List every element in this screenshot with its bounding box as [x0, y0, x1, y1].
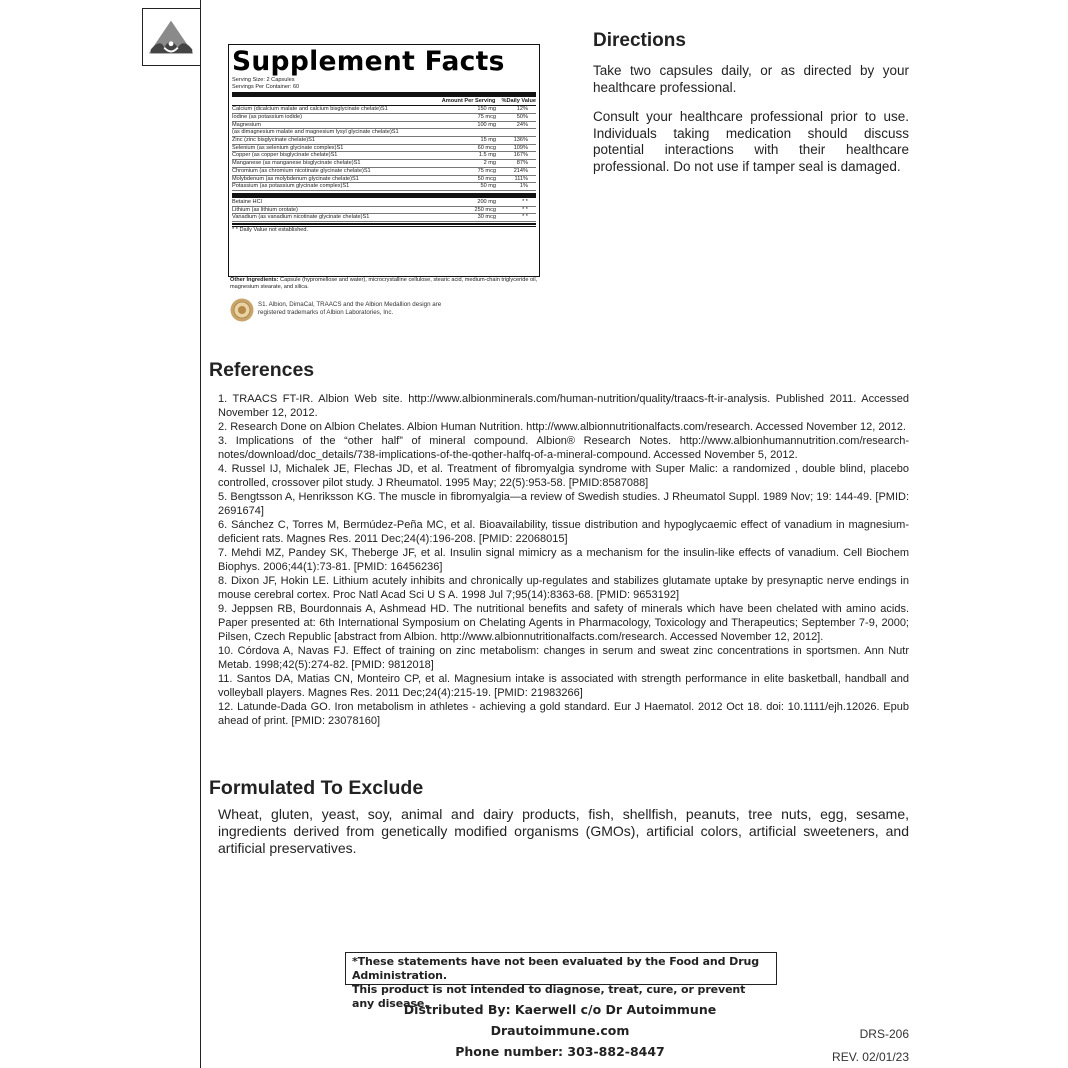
nutrient-amount: [448, 129, 496, 136]
margin-rule: [200, 0, 201, 1068]
nutrient-amount: 15 mg: [480, 137, 496, 143]
dv-column-header: %Daily Value: [501, 98, 536, 105]
nutrient-dv: 111%: [514, 175, 528, 182]
directions-heading: Directions: [593, 30, 686, 51]
nutrient-dv: * *: [522, 214, 528, 221]
nutrient-name: Betaine HCl: [232, 198, 262, 205]
distributor-phone: Phone number: 303-882-8447: [455, 1044, 665, 1059]
serving-size: Serving Size: 2 Capsules: [232, 77, 295, 83]
nutrient-amount: 75 mcg: [477, 167, 496, 174]
document-code: DRS-206: [859, 1027, 909, 1041]
nutrient-row: [232, 160, 536, 168]
reference-item: 4. Russel IJ, Michalek JE, Flechas JD, et al. Treatment of fibromyalgia syndrome with Super Malic: a randomized , double blind, placebo controlled, crossover pilot study. J Rheumatol. 1995 May; 22(5):953-58. [PMID:8587088]: [218, 463, 909, 489]
other-nutrient-list: [232, 199, 536, 222]
brand-logo: [142, 8, 201, 66]
nutrient-dv: 50%: [516, 113, 528, 120]
nutrient-row: [232, 129, 536, 137]
facts-header: [232, 98, 536, 106]
reference-item: 2. Research Done on Albion Chelates. Albion Human Nutrition. http://www.albionnutritionalfacts.com/research. Accessed November 12, 2012.: [218, 421, 906, 433]
nutrient-name: Zinc (zinc bisglycinate chelate)S1: [232, 137, 316, 143]
servings-per-container: Servings Per Container: 60: [232, 83, 300, 90]
nutrient-amount: 50 mg: [480, 183, 496, 190]
nutrient-amount: 50 mcg: [477, 175, 496, 182]
nutrient-row: [232, 176, 536, 184]
reference-item: 12. Latunde-Dada GO. Iron metabolism in athletes - achieving a gold standard. Eur J Haematol. 2012 Oct 18. doi: 10.1111/ejh.12026. Epub ahead of print. [PMID: 23078160]: [218, 701, 909, 727]
nutrient-amount: 2 mg: [483, 160, 496, 167]
nutrient-name: Lithium (as lithium orotate): [232, 206, 298, 213]
nutrient-row: [232, 207, 536, 215]
nutrient-row: [232, 114, 536, 122]
reference-item: 11. Santos DA, Matias CN, Monteiro CP, et al. Magnesium intake is associated with strength performance in elite basketball, handball and volleyball players. Magnes Res. 2011 Dec;24(4):215-19. [PMID: 21983266]: [218, 673, 909, 699]
amount-column-header: Amount Per Serving: [441, 98, 496, 105]
revision-date: REV. 02/01/23: [832, 1050, 909, 1064]
nutrient-amount: 60 mcg: [477, 144, 496, 151]
nutrient-row: [232, 183, 536, 191]
nutrient-dv: 87%: [516, 160, 528, 167]
nutrient-list: [232, 106, 536, 191]
nutrient-row: [232, 137, 536, 145]
trademark-note: S1. Albion, DimaCal, TRAACS and the Albion Medallion design are registered trademarks of Albion Laboratories, Inc.: [258, 301, 442, 316]
albion-medallion-icon: [230, 298, 254, 322]
divider: [232, 223, 536, 225]
nutrient-name: Vanadium (as vanadium nicotinate glycinate chelate)S1: [232, 214, 370, 221]
nutrient-name: Calcium (dicalcium malate and calcium bisglycinate chelate)S1: [232, 106, 388, 113]
reference-item: 8. Dixon JF, Hokin LE. Lithium acutely inhibits and chronically up-regulates and stabilizes glutamate uptake by presynaptic nerve endings in mouse cerebral cortex. Proc Natl Acad Sci U S A. 1998 Jul 7;95(14):8363-68. [PMID: 9653192]: [218, 575, 909, 601]
nutrient-amount: 1.5 mg: [478, 152, 496, 159]
nutrient-amount: 75 mcg: [477, 113, 496, 120]
nutrient-amount: 30 mcg: [477, 214, 496, 221]
nutrient-name: Potassium (as potassium glycinate complex)S1: [232, 183, 350, 190]
nutrient-row: [232, 145, 536, 153]
nutrient-name: Molybdenum (as molybdenum glycinate chelate)S1: [232, 175, 359, 182]
reference-item: 9. Jeppsen RB, Bourdonnais A, Ashmead HD. The nutritional benefits and safety of minerals which have been chelated with amino acids. Paper presented at: 6th International Symposium on Chelating Agents in Pharmacology, Toxicology and Therapeutics; September 7-9, 2000; Pilsen, Czech Republic [abstract from Albion. http://www.albionnutritionalfacts.com/research. Accessed November 12, 2012].: [218, 603, 909, 643]
reference-item: 5. Bengtsson A, Henriksson KG. The muscle in fibromyalgia—a review of Swedish studies. J Rheumatol Suppl. 1989 Nov; 19: 144-49. [PMID: 2691674]: [218, 491, 909, 517]
nutrient-dv: 136%: [513, 137, 528, 143]
other-ingredients: [230, 277, 542, 291]
nutrient-dv: 109%: [513, 144, 528, 151]
nutrient-dv: 1%: [519, 183, 528, 190]
nutrient-dv: 24%: [516, 121, 528, 128]
distributor-website: Drautoimmune.com: [490, 1023, 630, 1038]
nutrient-dv: 12%: [516, 106, 528, 113]
nutrient-name: (as dimagnesium malate and magnesium lysyl glycinate chelate)S1: [232, 129, 399, 136]
distributor-name: Distributed By: Kaerwell c/o Dr Autoimmune: [403, 1002, 717, 1017]
nutrient-dv: 167%: [513, 152, 528, 159]
reference-item: 10. Córdova A, Navas FJ. Effect of training on zinc metabolism: changes in serum and sweat zinc concentrations in sportsmen. Ann Nutr Metab. 1998;42(5):274-82. [PMID: 9812018]: [218, 645, 909, 671]
nutrient-row: [232, 199, 536, 207]
nutrient-dv: * *: [522, 206, 528, 213]
dv-footnote: * * Daily Value not established.: [232, 226, 536, 234]
nutrient-row: [232, 214, 536, 222]
nutrient-row: [232, 106, 536, 114]
other-ingredients-label: Other Ingredients:: [230, 277, 279, 283]
reference-item: 6. Sánchez C, Torres M, Bermúdez-Peña MC, et al. Bioavailability, tissue distribution and hypoglycaemic effect of vanadium in magnesium-deficient rats. Magnes Res. 2011 Dec;24(4):196-208. [PMID: 22068015]: [218, 519, 909, 545]
reference-item: 7. Mehdi MZ, Pandey SK, Theberge JF, et al. Insulin signal mimicry as a mechanism for the insulin-like effects of vanadium. Cell Biochem Biophys. 2006;44(1):73-81. [PMID: 16456236]: [218, 547, 909, 573]
nutrient-amount: 150 mg: [477, 106, 496, 113]
other-ingredients-text: Capsule (hypromellose and water), microcrystalline cellulose, stearic acid, medium-chain triglyceride oil, magnesium stearate, and silica.: [230, 277, 538, 291]
exclude-heading: Formulated To Exclude: [209, 777, 424, 799]
references-heading: References: [209, 359, 315, 381]
nutrient-dv: * *: [522, 198, 528, 205]
nutrient-name: Iodine (as potassium iodide): [232, 113, 302, 120]
nutrient-amount: 100 mg: [477, 121, 496, 128]
nutrient-row: [232, 122, 536, 130]
nutrient-dv: [496, 129, 536, 136]
disclaimer-line-2: This product is not intended to diagnose, treat, cure, or prevent any disease.: [352, 983, 746, 1010]
divider: [232, 193, 536, 198]
nutrient-amount: 250 mcg: [474, 206, 496, 213]
nutrient-name: Selenium (as selenium glycinate complex)S1: [232, 144, 344, 151]
references-list: [218, 392, 909, 728]
disclaimer-line-1: *These statements have not been evaluated by the Food and Drug Administration.: [352, 955, 760, 982]
nutrient-amount: 200 mg: [477, 198, 496, 205]
reference-item: 1. TRAACS FT-IR. Albion Web site. http://www.albionminerals.com/human-nutrition/quality/traacs-ft-ir-analysis. Published 2011. Accessed November 12, 2012.: [218, 393, 909, 419]
nutrient-row: [232, 152, 536, 160]
divider: [232, 92, 536, 97]
nutrient-dv: 214%: [513, 167, 528, 174]
directions-warning: Consult your healthcare professional prior to use. Individuals taking medication should discuss potential interactions with their healthcare professional. Do not use if tamper seal is damaged.: [593, 109, 909, 174]
supplement-facts-panel: [228, 44, 540, 277]
supplement-facts-title: Supplement Facts: [232, 46, 505, 77]
exclude-text: Wheat, gluten, yeast, soy, animal and dairy products, fish, shellfish, peanuts, tree nuts, egg, sesame, ingredients derived from genetically modified organisms (GMOs), artificial colors, artificial sweeteners, and artificial preservatives.: [218, 806, 909, 856]
nutrient-name: Chromium (as chromium nicotinate glycinate chelate)S1: [232, 167, 371, 174]
mountain-logo-icon: [143, 9, 200, 65]
nutrient-row: [232, 168, 536, 176]
nutrient-name: Manganese (as manganese bisglycinate chelate)S1: [232, 160, 361, 167]
nutrient-name: Magnesium: [232, 121, 261, 128]
reference-item: 3. Implications of the “other half” of mineral compound. Albion® Research Notes. http://www.albionhumannutrition.com/research-notes/download/doc_details/738-implications-of-the-qother-halfq-of-a-mineral-compound. Accessed November 5, 2012.: [218, 435, 909, 461]
nutrient-name: Copper (as copper bisglycinate chelate)S1: [232, 152, 338, 159]
directions-text: Take two capsules daily, or as directed by your healthcare professional.: [593, 63, 909, 95]
